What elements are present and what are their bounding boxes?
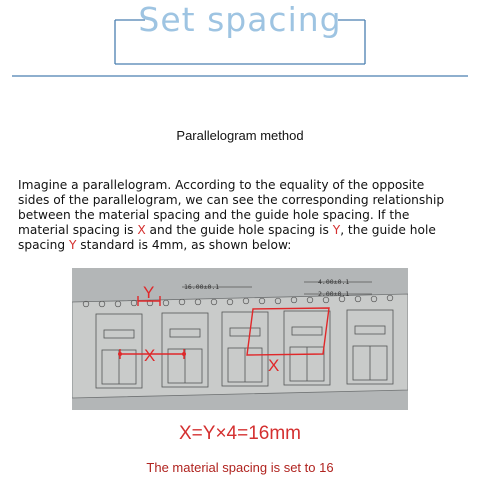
label-y: Y <box>143 283 155 302</box>
highlight-y-2: Y <box>68 238 77 252</box>
paragraph-line-4c: , the guide hole <box>340 223 436 237</box>
dim-16-label: 16.00±0.1 <box>184 283 220 291</box>
paragraph-line-2: sides of the parallelogram, we can see the corresponding relationship <box>18 193 445 207</box>
paragraph-line-5a: spacing <box>18 238 69 252</box>
paragraph-line-4b: and the guide hole spacing is <box>145 223 333 237</box>
paragraph-line-4a: material spacing is <box>18 223 138 237</box>
label-x-right: X <box>268 356 280 375</box>
section-header <box>0 0 480 82</box>
header-title: Set spacing <box>138 0 342 39</box>
result-caption: The material spacing is set to 16 <box>146 460 334 475</box>
paragraph-line-3: between the material spacing and the guide hole spacing. If the <box>18 208 410 222</box>
highlight-x: X <box>137 223 146 237</box>
description-paragraph <box>18 178 468 253</box>
paragraph-line-5b: standard is 4mm, as shown below: <box>76 238 292 252</box>
dim-2-label: 2.00±0.1 <box>318 290 350 298</box>
highlight-y: Y <box>332 223 341 237</box>
spacing-formula: X=Y×4=16mm <box>179 423 301 444</box>
label-x-left: X <box>144 346 156 365</box>
dim-4-label: 4.00±0.1 <box>318 278 350 286</box>
strip-photo <box>72 268 408 410</box>
paragraph-line-1: Imagine a parallelogram. According to the equality of the opposite <box>18 178 425 192</box>
method-subtitle: Parallelogram method <box>176 128 304 143</box>
